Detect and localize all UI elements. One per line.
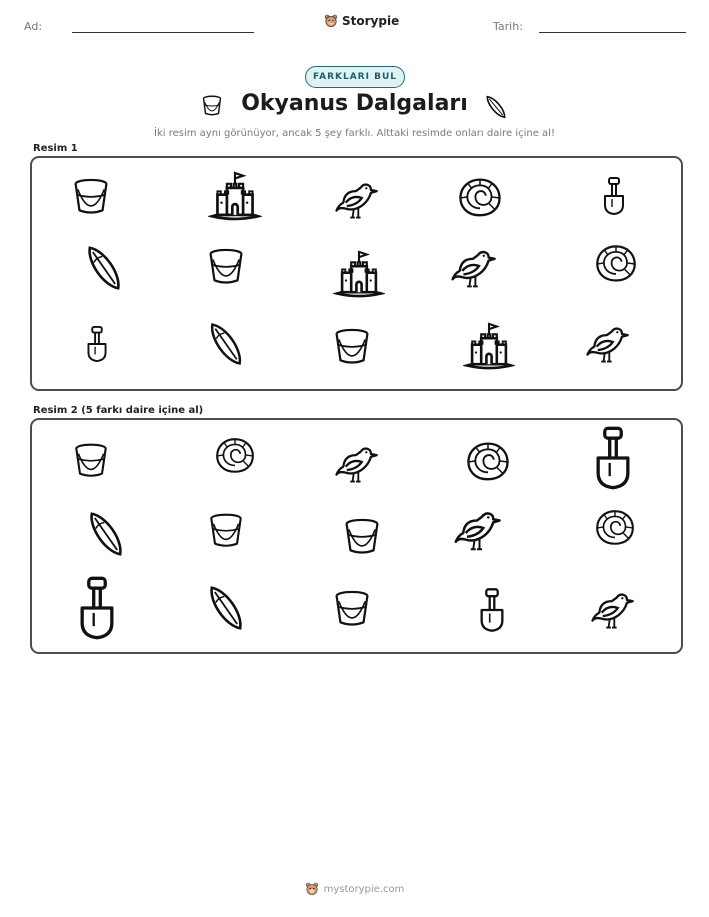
bucket-icon: [340, 514, 384, 558]
bucket-icon: [70, 439, 112, 481]
picture-1-item: [594, 176, 634, 220]
bucket-icon: [330, 324, 374, 368]
picture-1-item: [201, 319, 251, 373]
picture-2-label: Resim 2 (5 farkı daire içine al): [33, 405, 204, 416]
picture-2-item: [200, 582, 252, 638]
sandcastle-icon: [463, 320, 515, 372]
seagull-icon: [333, 175, 379, 221]
picture-1-item: [78, 325, 116, 367]
bear-mascot-icon: [305, 882, 319, 896]
picture-2-item: [452, 503, 502, 557]
picture-2-item: [580, 425, 646, 495]
bucket-icon: [205, 509, 247, 551]
seashell-icon: [594, 507, 636, 549]
brand-logo: [324, 14, 399, 28]
seashell-icon: [594, 242, 638, 286]
shovel-icon: [469, 587, 515, 633]
picture-1-item: [449, 242, 497, 294]
shovel-icon: [594, 176, 634, 216]
picture-1-item: [330, 324, 374, 372]
picture-1-item: [457, 175, 503, 225]
find-differences-badge: FARKLARI BUL: [305, 66, 405, 88]
picture-1-item: [204, 244, 248, 292]
picture-1-item: [463, 320, 515, 376]
picture-1-item: [594, 242, 638, 290]
picture-2-item: [589, 585, 635, 635]
footer: [0, 882, 709, 896]
bucket-icon: [69, 174, 113, 218]
brand-name: Storypie: [342, 14, 400, 28]
picture-2-item: [594, 507, 636, 553]
picture-1-label: Resim 1: [33, 143, 78, 154]
seagull-icon: [452, 503, 502, 553]
picture-2-item: [469, 587, 515, 637]
date-line: [539, 32, 686, 33]
bear-mascot-icon: [324, 14, 338, 28]
instructions-text: İki resim aynı görünüyor, ancak 5 şey farklı. Alttaki resimde onları daire içine al!: [154, 128, 555, 139]
picture-2-item: [205, 509, 247, 555]
seagull-icon: [589, 585, 635, 631]
seagull-icon: [333, 439, 379, 485]
seashell-icon: [465, 439, 511, 485]
surfboard-icon: [80, 508, 132, 560]
picture-2-item: [80, 508, 132, 564]
picture-2-item: [214, 435, 256, 481]
bucket-icon: [204, 244, 248, 288]
picture-1-item: [69, 174, 113, 222]
picture-1-item: [208, 169, 262, 227]
footer-url: mystorypie.com: [323, 883, 405, 895]
picture-2-item: [340, 514, 384, 562]
picture-2-item: [465, 439, 511, 489]
picture-1-panel: [30, 156, 683, 391]
picture-2-item: [70, 439, 112, 485]
seashell-icon: [214, 435, 256, 477]
picture-2-panel: [30, 418, 683, 654]
surfboard-icon: [201, 319, 251, 369]
bucket-icon: [330, 586, 374, 630]
sandcastle-icon: [333, 248, 385, 300]
picture-2-item: [330, 586, 374, 634]
sandcastle-icon: [208, 169, 262, 223]
date-label: Tarih:: [493, 20, 523, 33]
picture-1-item: [333, 248, 385, 304]
shovel-icon: [78, 325, 116, 363]
seashell-icon: [457, 175, 503, 221]
surfboard-icon: [78, 242, 130, 294]
picture-1-item: [584, 319, 630, 369]
name-label: Ad:: [24, 20, 43, 33]
shovel-icon: [64, 575, 130, 641]
surfboard-icon: [481, 92, 511, 122]
picture-2-item: [333, 439, 379, 489]
surfboard-icon: [200, 582, 252, 634]
seagull-icon: [584, 319, 630, 365]
picture-2-item: [64, 575, 130, 645]
seagull-icon: [449, 242, 497, 290]
name-line: [72, 32, 254, 33]
page-title: Okyanus Dalgaları: [241, 91, 468, 116]
picture-1-item: [333, 175, 379, 225]
shovel-icon: [580, 425, 646, 491]
picture-1-item: [78, 242, 130, 298]
